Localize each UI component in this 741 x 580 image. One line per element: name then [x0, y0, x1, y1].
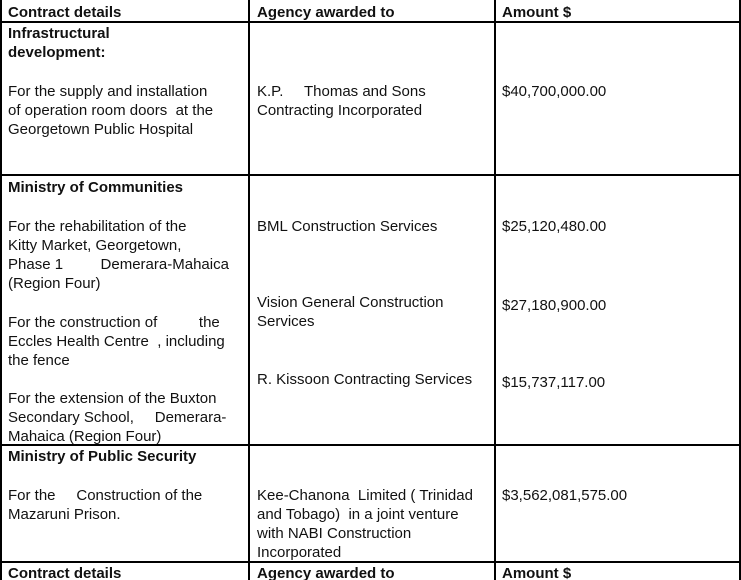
- contract-detail-line: (Region Four): [8, 275, 101, 292]
- contract-detail-line: Phase 1 Demerara-Mahaica: [8, 256, 229, 273]
- contract-detail-line: For the supply and installation: [8, 83, 208, 100]
- amount-value: $15,737,117.00: [502, 374, 606, 391]
- row-divider-3: [0, 561, 741, 563]
- contract-detail-line: the fence: [8, 352, 70, 369]
- contract-detail-line: Kitty Market, Georgetown,: [8, 237, 182, 254]
- agency-line: BML Construction Services: [257, 218, 438, 235]
- amount-value: $25,120,480.00: [502, 218, 607, 235]
- footer-header-amount: Amount $: [502, 565, 572, 580]
- contract-detail-line: Mazaruni Prison.: [8, 506, 121, 523]
- section-title: Ministry of Public Security: [8, 448, 197, 465]
- agency-line: Incorporated: [257, 544, 342, 561]
- header-contract-details: Contract details: [8, 4, 122, 21]
- contract-detail-line: For the Construction of the: [8, 487, 203, 504]
- contract-detail-line: For the construction of the: [8, 314, 220, 331]
- contract-detail-line: Mahaica (Region Four): [8, 428, 162, 445]
- contract-detail-line: Secondary School, Demerara-: [8, 409, 227, 426]
- column-divider-2: [494, 0, 496, 580]
- agency-line: R. Kissoon Contracting Services: [257, 371, 473, 388]
- agency-line: Kee-Chanona Limited ( Trinidad: [257, 487, 473, 504]
- contract-detail-line: For the extension of the Buxton: [8, 390, 217, 407]
- column-divider-1: [248, 0, 250, 580]
- footer-header-agency: Agency awarded to: [257, 565, 395, 580]
- amount-value: $27,180,900.00: [502, 297, 607, 314]
- agency-line: with NABI Construction: [257, 525, 412, 542]
- amount-value: $40,700,000.00: [502, 83, 607, 100]
- header-amount: Amount $: [502, 4, 572, 21]
- contract-detail-line: Eccles Health Centre , including: [8, 333, 225, 350]
- section-title: development:: [8, 44, 106, 61]
- row-divider-1: [0, 174, 741, 176]
- contract-detail-line: of operation room doors at the: [8, 102, 214, 119]
- table-border-left: [0, 0, 2, 580]
- agency-line: K.P. Thomas and Sons: [257, 83, 426, 100]
- agency-line: Contracting Incorporated: [257, 102, 423, 119]
- amount-value: $3,562,081,575.00: [502, 487, 628, 504]
- agency-line: Vision General Construction: [257, 294, 444, 311]
- contract-detail-line: For the rehabilitation of the: [8, 218, 187, 235]
- header-agency: Agency awarded to: [257, 4, 395, 21]
- footer-header-contract-details: Contract details: [8, 565, 122, 580]
- agency-line: Services: [257, 313, 315, 330]
- section-title: Ministry of Communities: [8, 179, 184, 196]
- contract-detail-line: Georgetown Public Hospital: [8, 121, 194, 138]
- agency-line: and Tobago) in a joint venture: [257, 506, 459, 523]
- section-title: Infrastructural: [8, 25, 110, 42]
